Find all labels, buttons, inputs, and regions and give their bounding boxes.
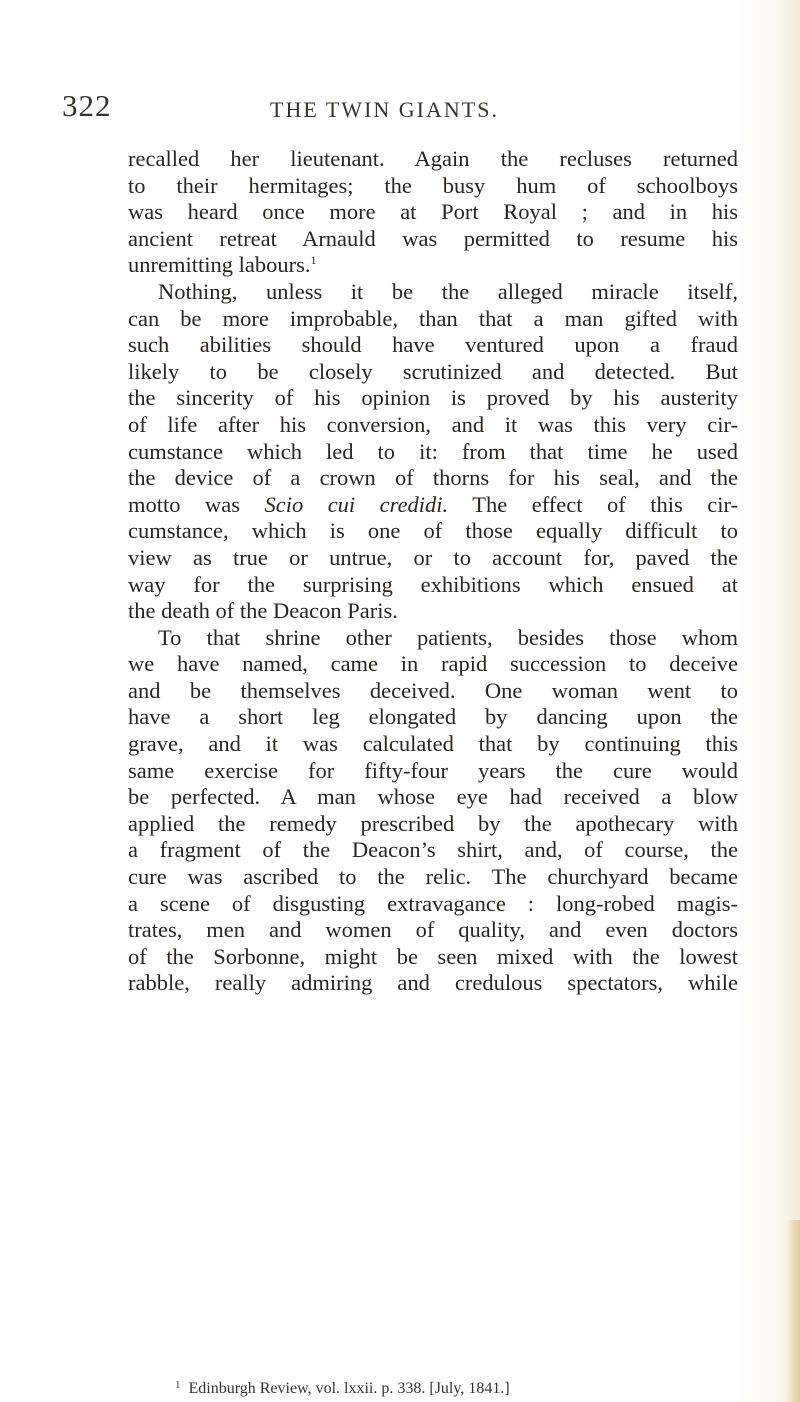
text-line: a fragment of the Deacon’s shirt, and, of course, the [128,837,738,863]
motto-text: Scio cui credidi. [264,491,449,517]
page-number: 322 [62,88,112,123]
text-line: applied the remedy prescribed by the apothecary with [128,810,738,836]
text-line: rabble, really admiring and credulous spectators, while [128,970,738,996]
text-line: of the Sorbonne, might be seen mixed with the lowest [128,943,738,969]
text-line: be perfected. A man whose eye had received a blow [128,784,738,810]
text-line: grave, and it was calculated that by continuing this [128,731,738,757]
text-line: cumstance, which is one of those equally difficult to [128,518,738,544]
text-line: the death of the Deacon Paris. [128,598,398,624]
text-line: and be themselves deceived. One woman went to [128,677,738,703]
page-edge-stain [786,1220,800,1402]
text-line-content: unremitting labours. [128,252,311,278]
text-line: Nothing, unless it be the alleged miracle itself, [158,278,738,304]
running-head: THE TWIN GIANTS. [270,97,499,122]
text-line: a scene of disgusting extravagance : long-robed magis- [128,890,738,916]
text-line: cumstance which led to it: from that time he used [128,438,738,464]
text-line: such abilities should have ventured upon a fraud [128,332,738,358]
text-line: ancient retreat Arnauld was permitted to resume his [128,225,738,251]
text-line: same exercise for fifty-four years the cure would [128,757,738,783]
footnote-mark: 1 [175,1379,181,1391]
text-line: the sincerity of his opinion is proved by his austerity [128,385,738,411]
text-line: can be more improbable, than that a man gifted with [128,305,738,331]
text-line: way for the surprising exhibitions which ensued at [128,571,738,597]
text-line: of life after his conversion, and it was this very cir- [128,411,738,437]
text-line: view as true or untrue, or to account for, paved the [128,544,738,570]
text-line [128,252,738,279]
text-line-start: motto was [128,491,265,517]
text-line: likely to be closely scrutinized and detected. But [128,358,738,384]
footnote-text: Edinburgh Review, vol. lxxii. p. 338. [July, 1841.] [188,1380,510,1397]
text-line: recalled her lieutenant. Again the recluses returned [128,146,738,171]
text-line: trates, men and women of quality, and even doctors [128,917,738,943]
text-line [128,492,738,519]
text-line: the device of a crown of thorns for his seal, and the [128,465,738,491]
footnote [175,1379,510,1398]
text-line-end: The effect of this cir- [448,491,738,517]
text-line: cure was ascribed to the relic. The churchyard became [128,864,738,890]
text-line: was heard once more at Port Royal ; and in his [128,199,738,225]
text-line: we have named, came in rapid succession to deceive [128,651,738,677]
body-text [128,146,738,997]
text-line: To that shrine other patients, besides those whom [158,624,738,650]
text-line: to their hermitages; the busy hum of schoolboys [128,172,738,198]
text-line: have a short leg elongated by dancing upon the [128,704,738,730]
page-header [0,88,800,134]
footnote-reference: 1 [310,253,317,268]
